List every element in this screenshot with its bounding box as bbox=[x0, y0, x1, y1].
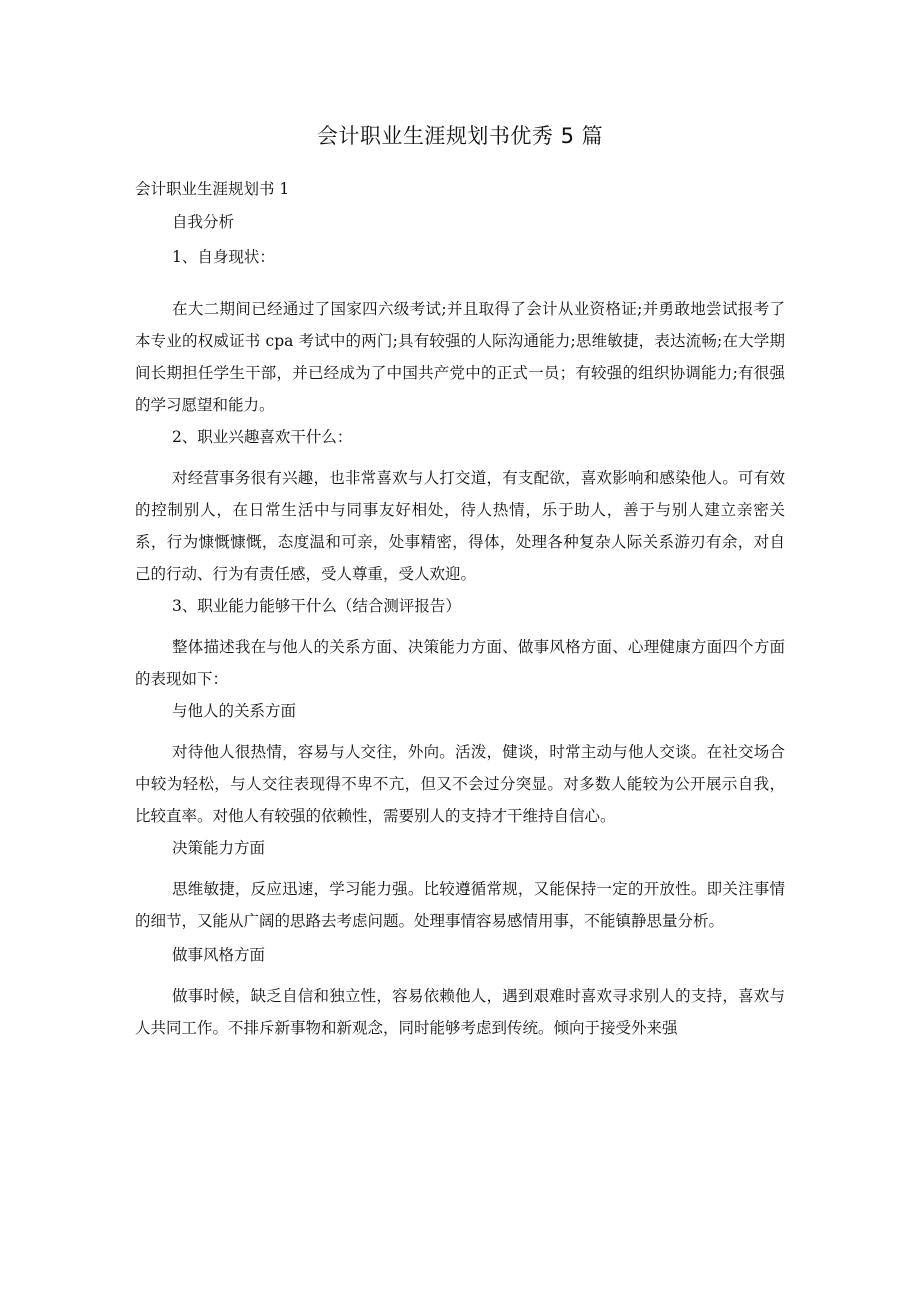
paragraph-current-status: 在大二期间已经通过了国家四六级考试;并且取得了会计从业资格证;并勇敢地尝试报考了本专业的权威证书 cpa 考试中的两门;具有较强的人际沟通能力;思维敏捷，表达流畅;在大学期间长期担任学生干部，并已经成为了中国共产党中的正式一员；有较强的组织协调能力;有很强的学习愿望和能力。 bbox=[135, 300, 785, 414]
heading-work-style: 做事风格方面 bbox=[172, 946, 266, 964]
paragraph-career-interest: 对经营事务很有兴趣，也非常喜欢与人打交道，有支配欲，喜欢影响和感染他人。可有效的控制别人，在日常生活中与同事友好相处，待人热情，乐于助人，善于与别人建立亲密关系，行为慷慨慷慨，态度温和可亲，处事精密，得体，处理各种复杂人际关系游刃有余，对自己的行动、行为有责任感，受人尊重，受人欢迎。 bbox=[135, 469, 785, 583]
paragraph-decision-making: 思维敏捷，反应迅速，学习能力强。比较遵循常规，又能保持一定的开放性。即关注事情的细节，又能从广阔的思路去考虑问题。处理事情容易感情用事，不能镇静思量分析。 bbox=[135, 880, 785, 930]
paragraph-relationships: 对待他人很热情，容易与人交往，外向。活泼，健谈，时常主动与他人交谈。在社交场合中较为轻松，与人交往表现得不卑不亢，但又不会过分突显。对多数人能较为公开展示自我，比较直率。对他人有较强的依赖性，需要别人的支持才干维持自信心。 bbox=[135, 743, 785, 825]
heading-career-interest: 2、职业兴趣喜欢干什么： bbox=[172, 428, 353, 446]
heading-relationships: 与他人的关系方面 bbox=[172, 702, 297, 720]
heading-career-ability: 3、职业能力能够干什么（结合测评报告） bbox=[172, 597, 461, 615]
heading-decision-making: 决策能力方面 bbox=[172, 839, 266, 857]
paragraph-overall-description: 整体描述我在与他人的关系方面、决策能力方面、做事风格方面、心理健康方面四个方面的表现如下： bbox=[135, 638, 785, 688]
heading-self-analysis: 自我分析 bbox=[172, 213, 235, 231]
section-title: 会计职业生涯规划书 1 bbox=[135, 180, 290, 198]
document-title: 会计职业生涯规划书优秀 5 篇 bbox=[316, 124, 604, 148]
paragraph-work-style: 做事时候，缺乏自信和独立性，容易依赖他人，遇到艰难时喜欢寻求别人的支持，喜欢与人共同工作。不排斥新事物和新观念，同时能够考虑到传统。倾向于接受外来强 bbox=[135, 987, 785, 1037]
heading-current-status: 1、自身现状： bbox=[172, 248, 275, 266]
